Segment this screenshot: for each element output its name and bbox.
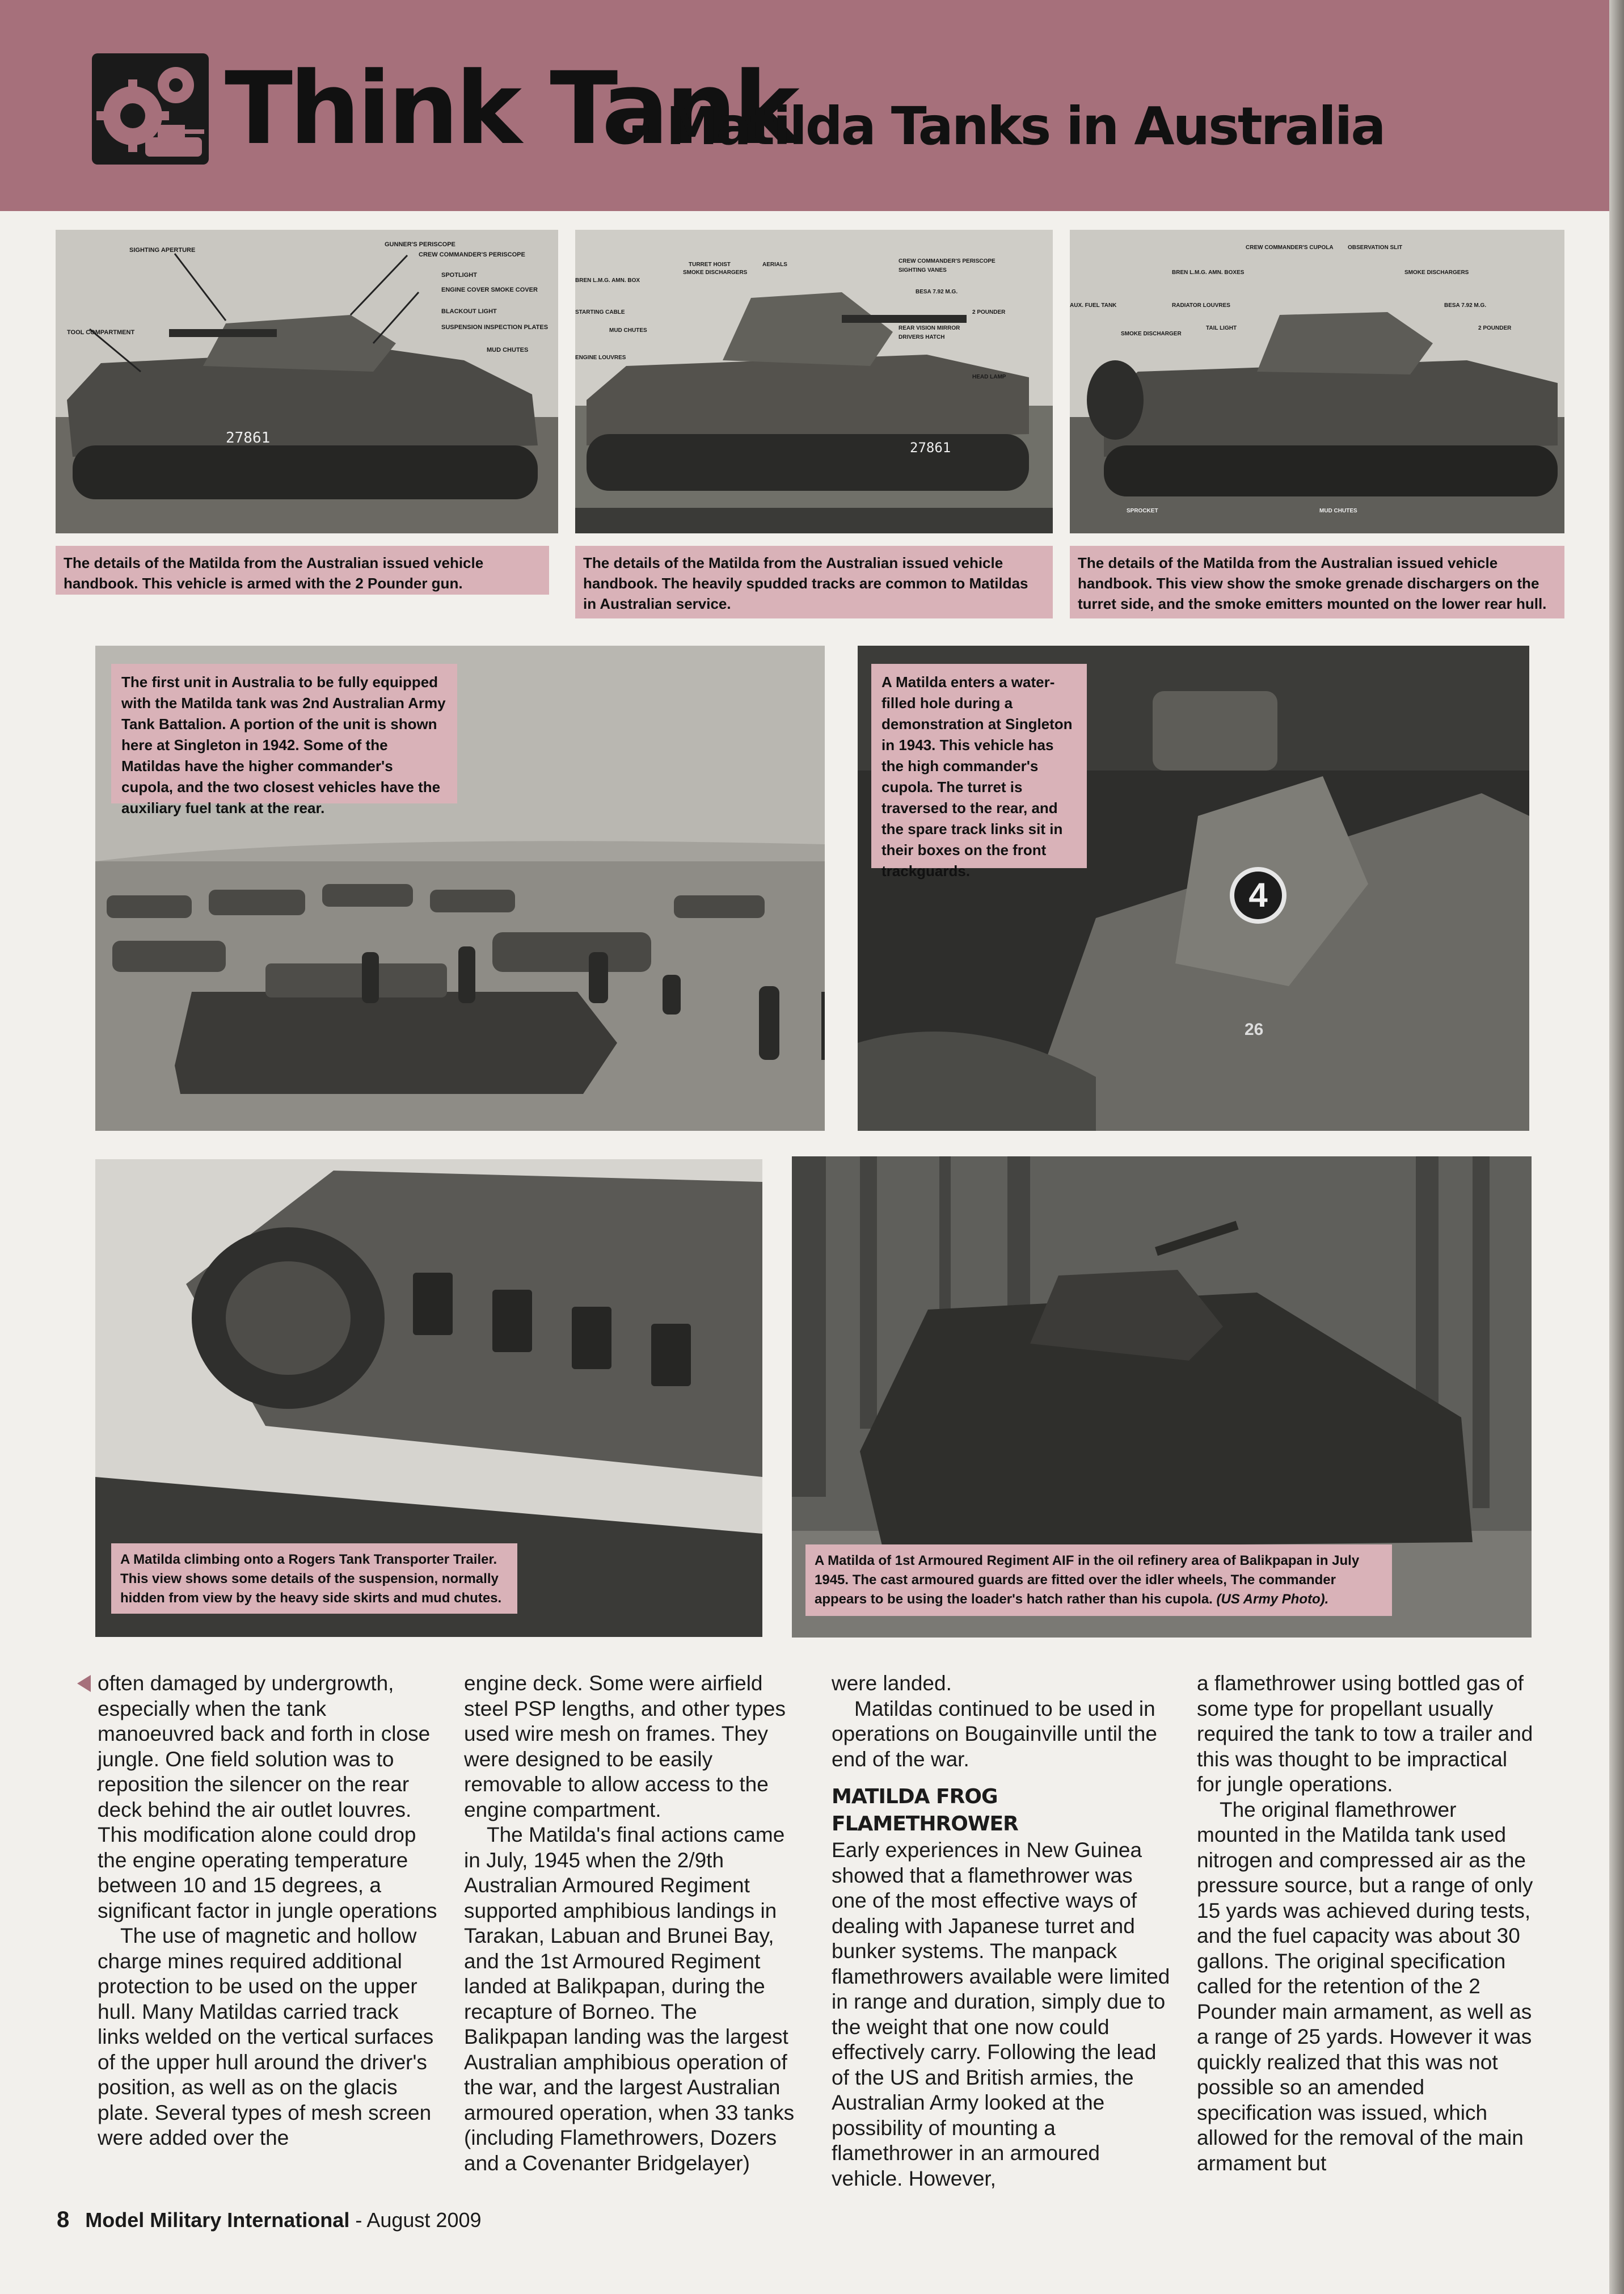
callout-label: AERIALS [762,262,787,268]
callout-label: SIGHTING VANES [899,267,947,273]
paragraph: engine deck. Some were airfield steel PSP lengths, and other types used wire mesh on frames. They were designed to be easily removable to allow access to the engine compartment. [464,1672,786,1821]
page-footer [57,2207,482,2233]
page-title: Think Tank [225,50,796,167]
page-edge [1609,0,1624,2294]
callout-label: SMOKE DISCHARGERS [1404,270,1469,276]
photo-credit: (US Army Photo). [1216,1592,1329,1607]
callout-label: GUNNER'S PERISCOPE [385,241,455,248]
photo-caption: A Matilda climbing onto a Rogers Tank Transporter Trailer. This view shows some details of the suspension, normally hidden from view by the heavy side skirts and mud chutes. [111,1543,517,1614]
callout-label: SMOKE DISCHARGER [1121,331,1182,337]
callout-label: BREN L.M.G. AMN. BOXES [1172,270,1245,276]
callout-label: MUD CHUTES [487,347,529,353]
callout-label: TOOL COMPARTMENT [67,329,135,336]
callout-label: HEAD LAMP [972,374,1006,380]
paragraph: were landed. [832,1672,952,1695]
text-column-3 [832,1671,1172,2191]
photo-caption: A Matilda enters a water-filled hole during a demonstration at Singleton in 1943. This vehicle has the high commander's cupola. The turret is traversed to the rear, and the spare track links sit in their boxes on the front trackguards. [871,664,1087,868]
callout-label: MUD CHUTES [609,327,647,334]
paragraph: Matildas continued to be used in operations on Bougainville until the end of the war. [832,1697,1157,1771]
callout-label: TAIL LIGHT [1206,325,1237,331]
photo-caption [805,1544,1392,1616]
photo-caption: The first unit in Australia to be fully equipped with the Matilda tank was 2nd Australian Army Tank Battalion. A portion of the unit is shown here at Singleton in 1942. Some of the Matildas have the higher commander's cupola, and the two closest vehicles have the auxiliary fuel tank at the rear. [111,664,457,803]
callout-label: STARTING CABLE [575,309,625,315]
callout-label: SIGHTING APERTURE [129,247,196,254]
callout-label: CREW COMMANDER'S CUPOLA [1246,245,1334,251]
callout-label: SMOKE DISCHARGERS [683,270,748,276]
continued-arrow-icon [77,1675,91,1692]
callout-label: ENGINE LOUVRES [575,355,626,361]
paragraph: The use of magnetic and hollow charge mines required additional protection to be used on the upper hull. Many Matildas carried track links welded on the vertical surfaces of the upper hull around the driver's position, as well as on the glacis plate. Several types of mesh screen were added over the [98,1924,434,2149]
section-heading: MATILDA FROG FLAMETHROWER [832,1785,1018,1836]
callout-label: BESA 7.92 M.G. [1444,302,1487,309]
callout-label: OBSERVATION SLIT [1348,245,1403,251]
callout-label: RADIATOR LOUVRES [1172,302,1230,309]
callout-label: CREW COMMANDER'S PERISCOPE [419,251,525,258]
callout-label: ENGINE COVER SMOKE COVER [441,287,538,293]
text-column-4 [1197,1671,1537,2176]
callout-label: MUD CHUTES [1319,508,1357,514]
photo-caption: The details of the Matilda from the Australian issued vehicle handbook. The heavily spudded tracks are common to Matildas in Australian service. [575,546,1053,618]
gear-tank-icon [91,52,210,166]
turret-number-label: 4 [1230,867,1286,924]
paragraph: often damaged by undergrowth, especially when the tank manoeuvred back and forth in close jungle. One field solution was to reposition the silencer on the rear deck behind the air outlet louvres. This modification alone could drop the engine operating temperature between 10 and 15 degrees, a significant factor in jungle operations [98,1672,437,1922]
page-subtitle: - Matilda Tanks in Australia [630,96,1385,157]
callout-label: SUSPENSION INSPECTION PLATES [441,324,549,331]
text-column-2 [464,1671,804,2176]
issue-date: - August 2009 [355,2208,482,2232]
callout-label: BESA 7.92 M.G. [916,289,958,295]
callout-label: 2 POUNDER [1478,325,1512,331]
handbook-photo-3 [1070,230,1564,533]
photo-caption: The details of the Matilda from the Australian issued vehicle handbook. This vehicle is armed with the 2 Pounder gun. [56,546,549,595]
paragraph: Early experiences in New Guinea showed that a flamethrower was one of the most effective ways of dealing with Japanese turret and bunker systems. The manpack flamethrowers available were limited in range and duration, simply due to the weight that one now could effectively carry. Following the lead of the US and British armies, the Australian Army looked at the possibility of mounting a flamethrower in an armoured vehicle. However, [832,1838,1170,2190]
callout-label: SPROCKET [1127,508,1158,514]
paragraph: The original flamethrower mounted in the Matilda tank used nitrogen and compressed air as the pressure source, but a range of only 15 yards was achieved during tests, and the fuel capacity was about 30 gallons. The original specification called for the retention of the 2 Pounder main armament, as well as a range of 25 yards. However it was quickly realized that this was not possible so an amended specification was issued, which allowed for the removal of the main armament but [1197,1798,1533,2175]
callout-label: REAR VISION MIRROR [899,325,960,331]
magazine-name: Model Military International [85,2208,350,2232]
callout-label: CREW COMMANDER'S PERISCOPE [899,258,996,264]
page-number: 8 [57,2207,70,2232]
callout-label: TURRET HOIST [689,262,731,268]
paragraph: The Matilda's final actions came in July, 1945 when the 2/9th Australian Armoured Regiment supported amphibious landings in Tarakan, Labuan and Brunei Bay, and the 1st Armoured Regiment landed at Balikpapan, during the recapture of Borneo. The Balikpapan landing was the largest Australian amphibious operation of the war, and the largest Australian armoured operation, when 33 tanks (including Flamethrowers, Dozers and a Covenanter Bridgelayer) [464,1823,795,2175]
callout-label: BLACKOUT LIGHT [441,308,497,315]
callout-label: AUX. FUEL TANK [1070,302,1117,309]
handbook-photo-2 [575,230,1053,533]
handbook-photo-1 [56,230,558,533]
paragraph: a flamethrower using bottled gas of some type for propellant usually required the tank to tow a trailer and this was thought to be impractical for jungle operations. [1197,1672,1533,1796]
hull-serial-label: 27861 [910,440,951,456]
callout-label: 2 POUNDER [972,309,1006,315]
hull-serial-label: 27861 [226,430,271,447]
hull-number-label: 26 [1245,1020,1264,1039]
callout-label: BREN L.M.G. AMN. BOX [575,277,640,284]
photo-caption: The details of the Matilda from the Australian issued vehicle handbook. This view show the smoke grenade dischargers on the turret side, and the smoke emitters mounted on the lower rear hull. [1070,546,1564,618]
text-column-1 [98,1671,438,2151]
callout-label: DRIVERS HATCH [899,334,945,340]
callout-label: SPOTLIGHT [441,272,477,279]
caption-text: A Matilda of 1st Armoured Regiment AIF in the oil refinery area of Balikpapan in July 1945. The cast armoured guards are fitted over the idler wheels, The commander appears to be using the loader's hatch rather than his cupola. [815,1553,1360,1607]
page-header [0,0,1624,211]
